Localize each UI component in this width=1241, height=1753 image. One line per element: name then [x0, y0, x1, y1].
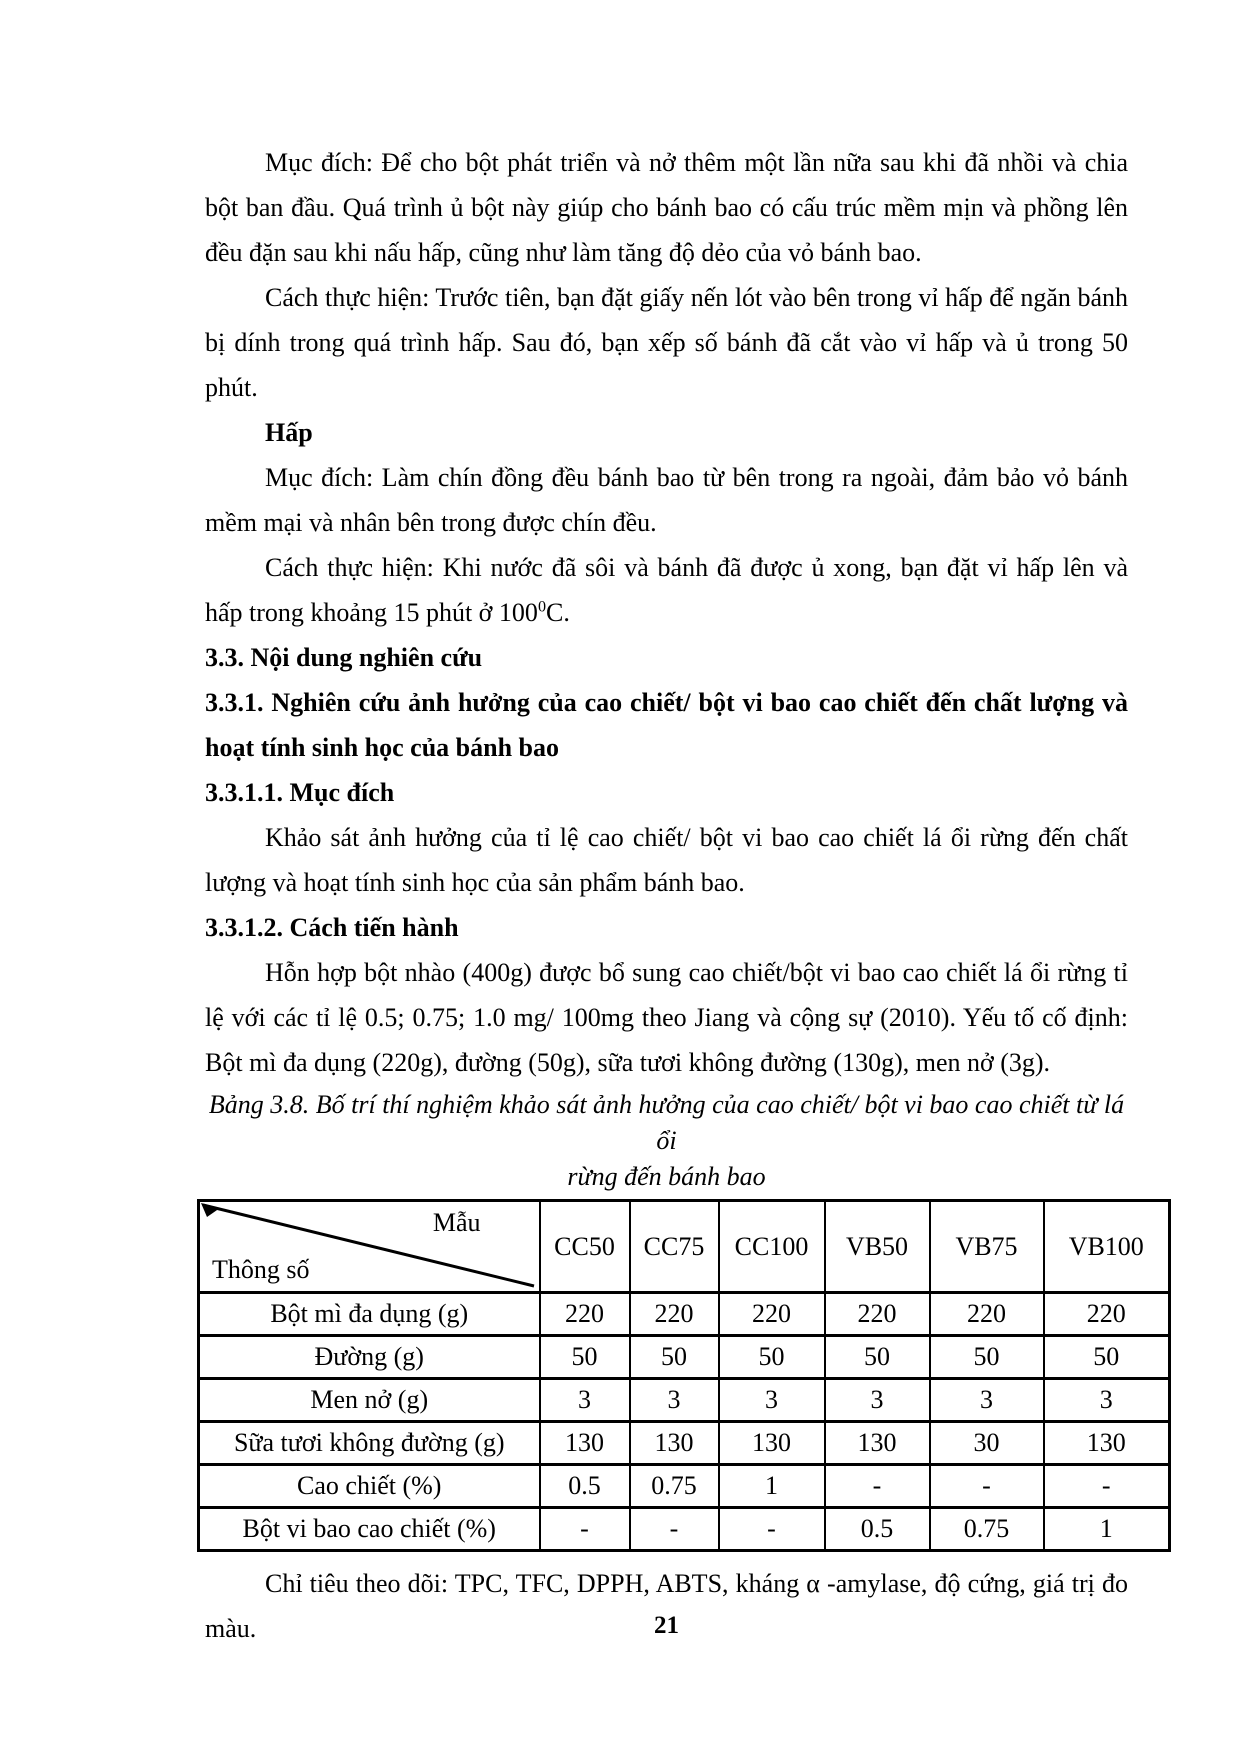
- corner-label-sample: Mẫu: [432, 1208, 481, 1237]
- table-cell: 50: [1044, 1336, 1170, 1379]
- experiment-table-wrapper: [197, 1199, 1144, 1552]
- table-caption-line2: rừng đến bánh bao: [567, 1162, 766, 1191]
- page-content: [205, 140, 1144, 1651]
- heading-3-3-1: 3.3.1. Nghiên cứu ảnh hưởng của cao chiết/ bột vi bao cao chiết đến chất lượng và hoạt tính sinh học của bánh bao: [205, 688, 1128, 762]
- table-cell: 220: [719, 1293, 825, 1336]
- table-cell: 30: [930, 1422, 1044, 1465]
- row-label: Cao chiết (%): [199, 1465, 540, 1508]
- table-cell: 3: [825, 1379, 930, 1422]
- column-header-vb75: VB75: [930, 1201, 1044, 1293]
- paragraph-purpose-proofing: Mục đích: Để cho bột phát triển và nở thêm một lần nữa sau khi đã nhồi và chia bột ban đầu. Quá trình ủ bột này giúp cho bánh bao có cấu trúc mềm mịn và phồng lên đều đặn sau khi nấu hấp, cũng như làm tăng độ dẻo của vỏ bánh bao.: [205, 148, 1128, 267]
- row-label: Men nở (g): [199, 1379, 540, 1422]
- paragraph-purpose-steaming: Mục đích: Làm chín đồng đều bánh bao từ bên trong ra ngoài, đảm bảo vỏ bánh mềm mại và nhân bên trong được chín đều.: [205, 463, 1128, 537]
- table-row-flour: [199, 1293, 1170, 1336]
- row-label: Đường (g): [199, 1336, 540, 1379]
- paragraph-method-proofing: Cách thực hiện: Trước tiên, bạn đặt giấy nến lót vào bên trong vỉ hấp để ngăn bánh bị dính trong quá trình hấp. Sau đó, bạn xếp số bánh đã cắt vào vỉ hấp và ủ trong 50 phút.: [205, 283, 1128, 402]
- heading-3-3: 3.3. Nội dung nghiên cứu: [205, 643, 483, 672]
- table-cell: 50: [630, 1336, 719, 1379]
- heading-3-3-1-2: 3.3.1.2. Cách tiến hành: [205, 913, 459, 942]
- temperature-superscript: 0: [537, 598, 546, 616]
- table-cell: 130: [1044, 1422, 1170, 1465]
- paragraph-monitored-criteria: Chỉ tiêu theo dõi: TPC, TFC, DPPH, ABTS, kháng α -amylase, độ cứng, giá trị đo màu.: [205, 1569, 1128, 1643]
- column-header-vb100: VB100: [1044, 1201, 1170, 1293]
- row-label: Sữa tươi không đường (g): [199, 1422, 540, 1465]
- table-cell: -: [1044, 1465, 1170, 1508]
- column-header-cc50: CC50: [540, 1201, 630, 1293]
- row-label: Bột mì đa dụng (g): [199, 1293, 540, 1336]
- paragraph-procedure: Hỗn hợp bột nhào (400g) được bổ sung cao chiết/bột vi bao cao chiết lá ổi rừng tỉ lệ với các tỉ lệ 0.5; 0.75; 1.0 mg/ 100mg theo Jiang và cộng sự (2010). Yếu tố cố định: Bột mì đa dụng (220g), đường (50g), sữa tươi không đường (130g), men nở (3g).: [205, 958, 1128, 1077]
- heading-steaming: Hấp: [265, 418, 313, 447]
- table-cell: 220: [540, 1293, 630, 1336]
- steaming-text-prefix: Cách thực hiện: Khi nước đã sôi và bánh đã được ủ xong, bạn đặt vỉ hấp lên và hấp trong khoảng 15 phút ở 100: [205, 553, 1128, 627]
- table-cell: 0.75: [930, 1508, 1044, 1551]
- row-label: Bột vi bao cao chiết (%): [199, 1508, 540, 1551]
- page-number: 21: [654, 1612, 679, 1639]
- table-cell: 3: [930, 1379, 1044, 1422]
- paragraph-survey-purpose: Khảo sát ảnh hưởng của tỉ lệ cao chiết/ bột vi bao cao chiết lá ổi rừng đến chất lượng và hoạt tính sinh học của sản phẩm bánh bao.: [205, 823, 1128, 897]
- table-row-milk: [199, 1422, 1170, 1465]
- table-cell: 50: [719, 1336, 825, 1379]
- table-cell: 220: [825, 1293, 930, 1336]
- table-cell: 3: [719, 1379, 825, 1422]
- table-caption-line1: Bảng 3.8. Bố trí thí nghiệm khảo sát ảnh hưởng của cao chiết/ bột vi bao cao chiết từ lá ổi: [208, 1090, 1125, 1155]
- table-row-sugar: [199, 1336, 1170, 1379]
- table-cell: 3: [1044, 1379, 1170, 1422]
- table-cell: -: [930, 1465, 1044, 1508]
- table-header-row: [199, 1201, 1170, 1293]
- table-caption: [205, 1087, 1128, 1195]
- heading-3-3-1-1: 3.3.1.1. Mục đích: [205, 778, 395, 807]
- column-header-vb50: VB50: [825, 1201, 930, 1293]
- table-cell: 130: [630, 1422, 719, 1465]
- table-cell: 220: [930, 1293, 1044, 1336]
- table-row-yeast: [199, 1379, 1170, 1422]
- table-cell: 0.5: [825, 1508, 930, 1551]
- table-cell: 3: [540, 1379, 630, 1422]
- table-cell: -: [825, 1465, 930, 1508]
- table-cell: 130: [719, 1422, 825, 1465]
- table-cell: 130: [825, 1422, 930, 1465]
- corner-label-parameter: Thông số: [212, 1255, 310, 1284]
- experiment-design-table: [197, 1199, 1171, 1552]
- table-cell: 3: [630, 1379, 719, 1422]
- table-cell: 50: [930, 1336, 1044, 1379]
- table-cell: 130: [540, 1422, 630, 1465]
- table-cell: 0.75: [630, 1465, 719, 1508]
- table-cell: 220: [630, 1293, 719, 1336]
- table-cell: -: [540, 1508, 630, 1551]
- paragraph-method-steaming: [205, 545, 1128, 635]
- steaming-text-suffix: C.: [546, 598, 570, 627]
- table-row-microencapsulated: [199, 1508, 1170, 1551]
- table-row-extract: [199, 1465, 1170, 1508]
- column-header-cc75: CC75: [630, 1201, 719, 1293]
- table-cell: 1: [1044, 1508, 1170, 1551]
- table-cell: -: [719, 1508, 825, 1551]
- table-cell: 0.5: [540, 1465, 630, 1508]
- column-header-cc100: CC100: [719, 1201, 825, 1293]
- table-cell: 50: [540, 1336, 630, 1379]
- table-cell: 50: [825, 1336, 930, 1379]
- table-cell: -: [630, 1508, 719, 1551]
- table-corner-cell: [199, 1201, 540, 1293]
- table-cell: 220: [1044, 1293, 1170, 1336]
- table-cell: 1: [719, 1465, 825, 1508]
